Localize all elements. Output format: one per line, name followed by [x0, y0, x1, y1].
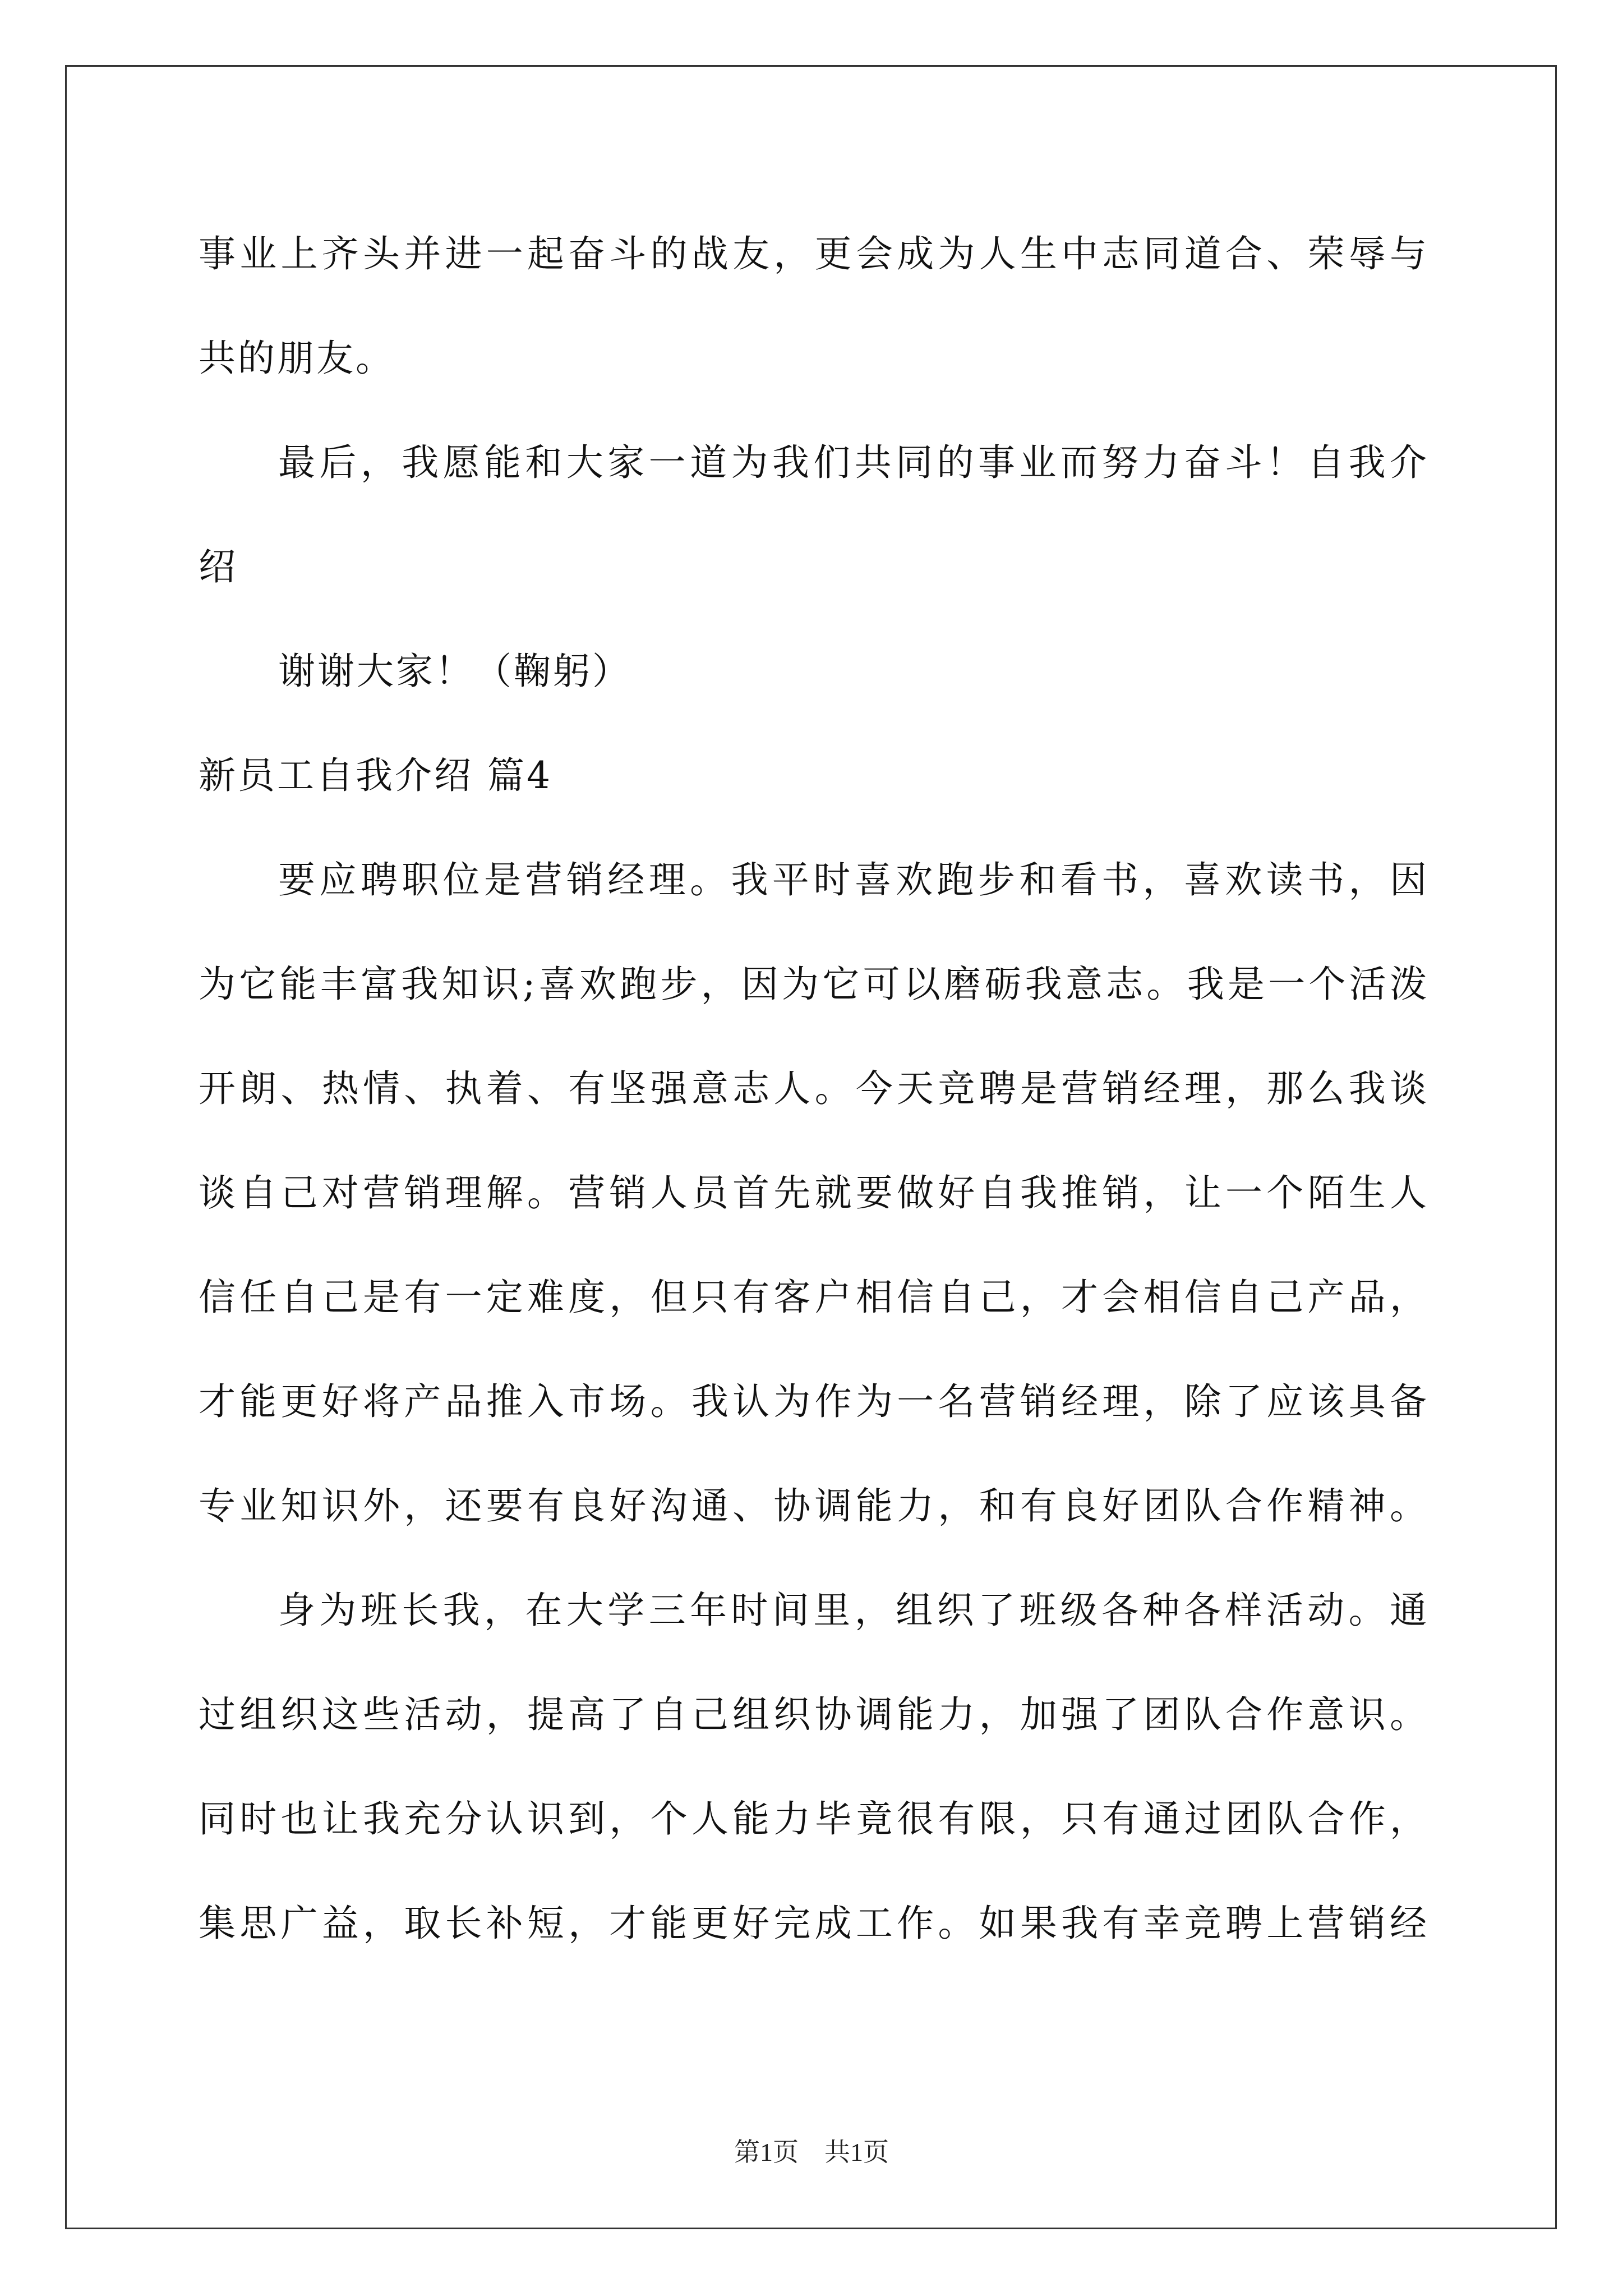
- page-number: 第1页: [734, 2138, 799, 2166]
- paragraph-start-line: 身为班长我，在大学三年时间里，组织了班级各种各样活动。通: [278, 1589, 1429, 1632]
- text-line: 才能更好将产品推入市场。我认为作为一名营销经理，除了应该具备: [199, 1380, 1429, 1423]
- text-line: 谈自己对营销理解。营销人员首先就要做好自我推销，让一个陌生人: [199, 1171, 1429, 1214]
- paragraph-start-line: 谢谢大家！（鞠躬）: [278, 650, 631, 693]
- paragraph-start-line: 要应聘职位是营销经理。我平时喜欢跑步和看书，喜欢读书，因: [278, 858, 1429, 901]
- text-line: 信任自己是有一定难度，但只有客户相信自己，才会相信自己产品，: [199, 1276, 1429, 1319]
- text-line: 事业上齐头并进一起奋斗的战友，更会成为人生中志同道合、荣辱与: [199, 232, 1429, 275]
- text-line: 专业知识外，还要有良好沟通、协调能力，和有良好团队合作精神。: [199, 1484, 1429, 1527]
- section-heading: 新员工自我介绍 篇4: [199, 754, 552, 797]
- page-total: 共1页: [824, 2138, 889, 2166]
- text-line: 集思广益，取长补短，才能更好完成工作。如果我有幸竞聘上营销经: [199, 1902, 1429, 1945]
- text-line: 同时也让我充分认识到，个人能力毕竟很有限，只有通过团队合作，: [199, 1797, 1429, 1841]
- text-line: 开朗、热情、执着、有坚强意志人。今天竞聘是营销经理，那么我谈: [199, 1067, 1429, 1110]
- paragraph-start-line: 最后，我愿能和大家一道为我们共同的事业而努力奋斗！自我介: [278, 441, 1429, 484]
- text-line: 共的朋友。: [199, 337, 395, 380]
- text-line: 为它能丰富我知识;喜欢跑步，因为它可以磨砺我意志。我是一个活泼: [199, 963, 1429, 1006]
- page-footer: [0, 2132, 1623, 2169]
- document-body: [199, 202, 1429, 1976]
- text-line: 过组织这些活动，提高了自己组织协调能力，加强了团队合作意识。: [199, 1693, 1429, 1736]
- text-line: 绍: [199, 545, 238, 588]
